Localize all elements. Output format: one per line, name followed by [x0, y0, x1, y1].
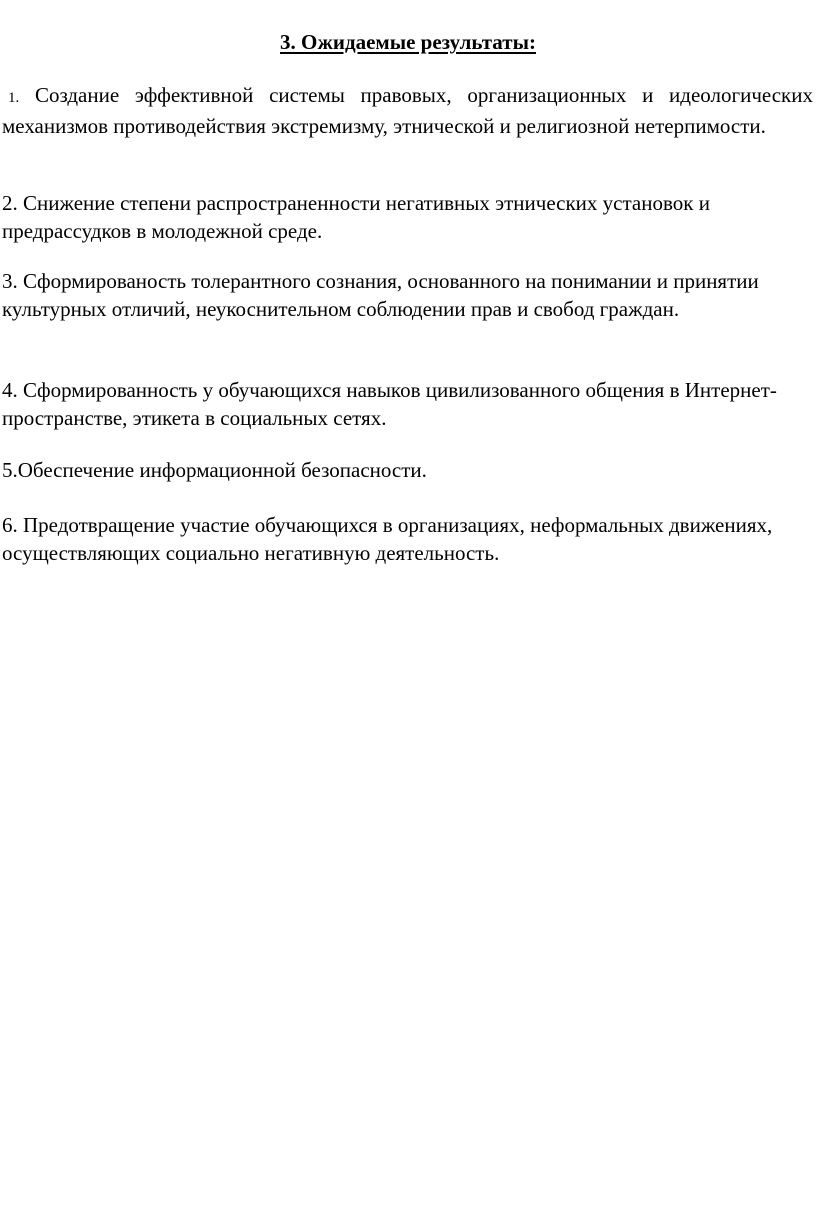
- result-item-1-number: 1.: [8, 90, 20, 106]
- result-item-2: [2, 189, 813, 245]
- section-title: [0, 28, 816, 56]
- result-item-4: [2, 376, 813, 432]
- result-item-3-text: 3. Сформированость толерантного сознания, основанного на понимании и принятии культурных отличий, неукоснительном соблюдении прав и свобод граждан.: [2, 269, 759, 321]
- result-item-1: [2, 81, 813, 140]
- result-item-2-text: 2. Снижение степени распространенности негативных этнических установок и предрассудков в молодежной среде.: [2, 191, 710, 243]
- result-item-5: [2, 456, 813, 484]
- result-item-6: [2, 511, 813, 567]
- result-item-1-text: Создание эффективной системы правовых, организационных и идеологических механизмов противодействия экстремизму, этнической и религиозной нетерпимости.: [2, 83, 813, 138]
- result-item-5-text: 5.Обеспечение информационной безопасности.: [2, 458, 427, 482]
- result-item-6-text: 6. Предотвращение участие обучающихся в организациях, неформальных движениях, осуществляющих социально негативную деятельность.: [2, 513, 773, 565]
- result-item-4-text: 4. Сформированность у обучающихся навыков цивилизованного общения в Интернет-пространстве, этикета в социальных сетях.: [2, 378, 777, 430]
- section-title-text: 3. Ожидаемые результаты:: [280, 30, 536, 54]
- result-item-3: [2, 267, 813, 323]
